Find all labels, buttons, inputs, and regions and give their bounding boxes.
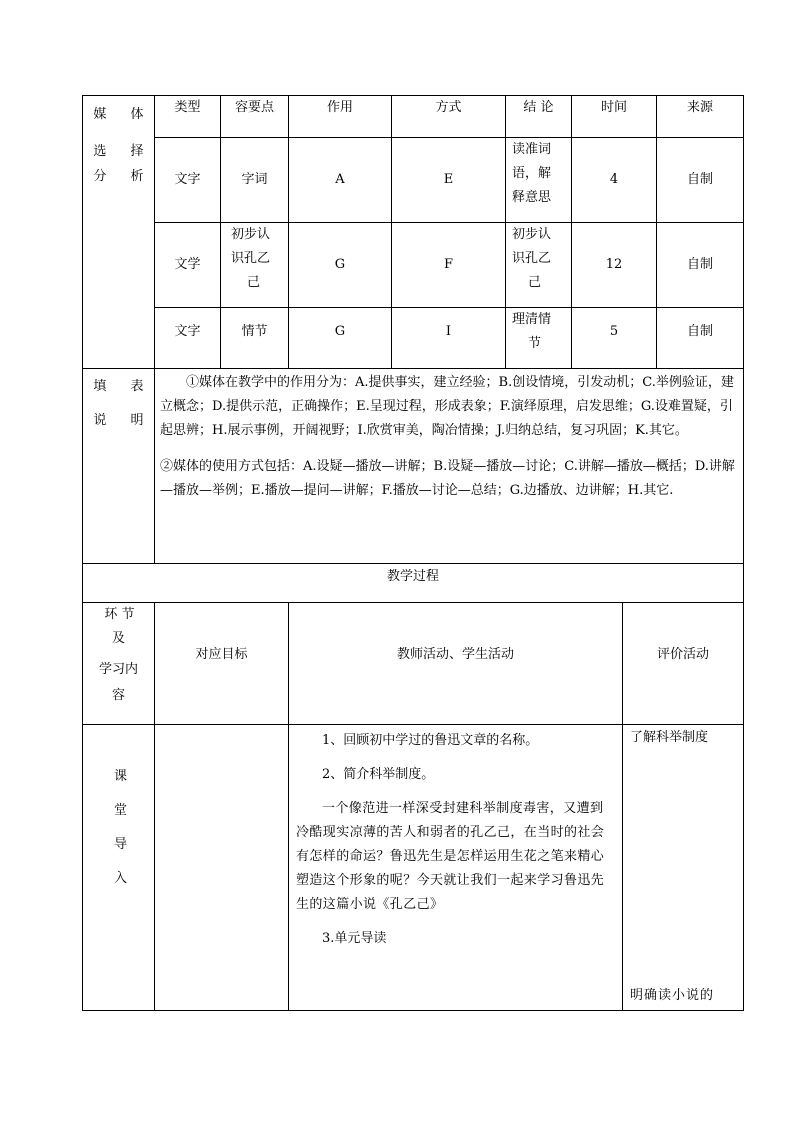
row3-source: 自制: [686, 324, 713, 339]
evaluation-header: 评价活动: [656, 647, 709, 662]
media-row-label-line: 分 析: [93, 169, 154, 184]
stage-header: [83, 603, 154, 724]
row2-method: F: [443, 257, 454, 272]
conclusion-line: 理清情: [512, 312, 552, 327]
media-end-line: [82, 368, 744, 369]
media-col-line: [505, 95, 506, 369]
activity-header: 教师活动、学生活动: [396, 647, 514, 662]
row2-point: [231, 223, 287, 307]
evaluation-bottom: 明确读小说的: [630, 988, 715, 1003]
conclusion-line: 节: [528, 336, 542, 351]
row1-type: 文字: [174, 172, 201, 187]
activity-cell: [296, 729, 616, 1007]
activity-item: 一个像范进一样深受封建科举制度毒害，又遭到冷酷现实凉薄的苦人和弱者的孔乙己，在当时的社会有怎样的命运？鲁迅先生是怎样运用生花之笔来精心塑造这个形象的呢？今天就让我们一起来学习鲁迅先生的这篇小说《孔乙己》: [296, 801, 605, 912]
row1-conclusion: [512, 138, 570, 222]
row1-time: 4: [609, 172, 619, 187]
stage-intro-line: 课 堂: [113, 769, 137, 818]
media-method-note: ②媒体的使用方式包括：A.设疑—播放—讲解；B.设疑—播放—讨论；C.讲解—播放—概括；D.讲解—播放—举例；E.播放—提问—讲解；F.播放—讨论—总结；G.边播放、边讲解；H.其它.: [160, 459, 735, 498]
media-effect-note: ①媒体在教学中的作用分为：A.提供事实，建立经验；B.创设情境，引发动机；C.举例验证，建立概念；D.提供示范，正确操作；E.呈现过程，形成表象；F.演绎原理，启发思维；G.设难置疑，引起思辨；H.展示事例，开阔视野；I.欣赏审美，陶冶情操；J.归纳总结，复习巩固；K.其它。: [160, 375, 734, 438]
media-row-label-line: 选 择: [93, 144, 154, 159]
point-line: 己: [247, 275, 261, 290]
header-method: 方式: [435, 100, 462, 115]
point-line: 识孔乙: [231, 251, 271, 266]
header-conclusion: 结 论: [523, 100, 554, 115]
row2-conclusion: [512, 223, 570, 307]
media-row-label: [83, 96, 154, 192]
row3-effect: G: [334, 324, 346, 339]
stage-header-line: 容: [111, 688, 125, 703]
fill-notes-content: [160, 371, 740, 561]
stage-header-line: 环 节: [104, 607, 135, 622]
row1-source: 自制: [686, 172, 713, 187]
row3-method: I: [445, 324, 452, 339]
row3-point: 情节: [241, 324, 268, 339]
fill-notes-label-line: 填 表: [93, 379, 154, 394]
stage-header-line: 学习内: [98, 662, 138, 677]
row2-effect: G: [334, 257, 346, 272]
process-title: 教学过程: [386, 569, 439, 584]
header-effect: 作用: [326, 100, 353, 115]
fill-notes-label: [83, 370, 154, 450]
fill-notes-label-line: 说 明: [93, 413, 154, 428]
conclusion-line: 读准词: [512, 142, 552, 157]
stage-intro-line: 导 入: [113, 837, 137, 886]
media-row-label-line: 媒 体: [93, 107, 154, 122]
conclusion-line: 释意思: [512, 190, 552, 205]
row3-time: 5: [609, 324, 619, 339]
target-cell: [155, 725, 288, 1010]
table-border-bottom: [82, 1010, 744, 1011]
activity-item: 2、简介科举制度。: [322, 767, 435, 782]
activity-item: 3.单元导读: [322, 931, 387, 946]
header-time: 时间: [600, 100, 627, 115]
conclusion-line: 语，解: [512, 166, 552, 181]
header-type: 类型: [174, 100, 201, 115]
header-key-point: 容要点: [234, 100, 274, 115]
conclusion-line: 初步认: [512, 227, 552, 242]
row1-method: E: [443, 172, 454, 187]
stage-intro: [83, 760, 154, 886]
row2-source: 自制: [686, 257, 713, 272]
evaluation-top: 了解科举制度: [630, 730, 709, 745]
row1-point: 字词: [241, 172, 268, 187]
conclusion-line: 识孔乙: [512, 251, 552, 266]
row2-type: 文学: [174, 257, 201, 272]
row1-effect: A: [335, 172, 345, 187]
point-line: 初步认: [231, 227, 271, 242]
target-header: 对应目标: [195, 647, 248, 662]
table-border-right: [743, 95, 744, 1011]
conclusion-line: 己: [528, 275, 542, 290]
stage-header-line: 及: [111, 631, 125, 646]
header-source: 来源: [686, 100, 713, 115]
row3-type: 文字: [174, 324, 201, 339]
activity-item: 1、回顾初中学过的鲁迅文章的名称。: [322, 733, 539, 748]
notes-col-line: [154, 368, 155, 564]
row3-conclusion: [512, 308, 570, 368]
row2-time: 12: [605, 257, 623, 272]
